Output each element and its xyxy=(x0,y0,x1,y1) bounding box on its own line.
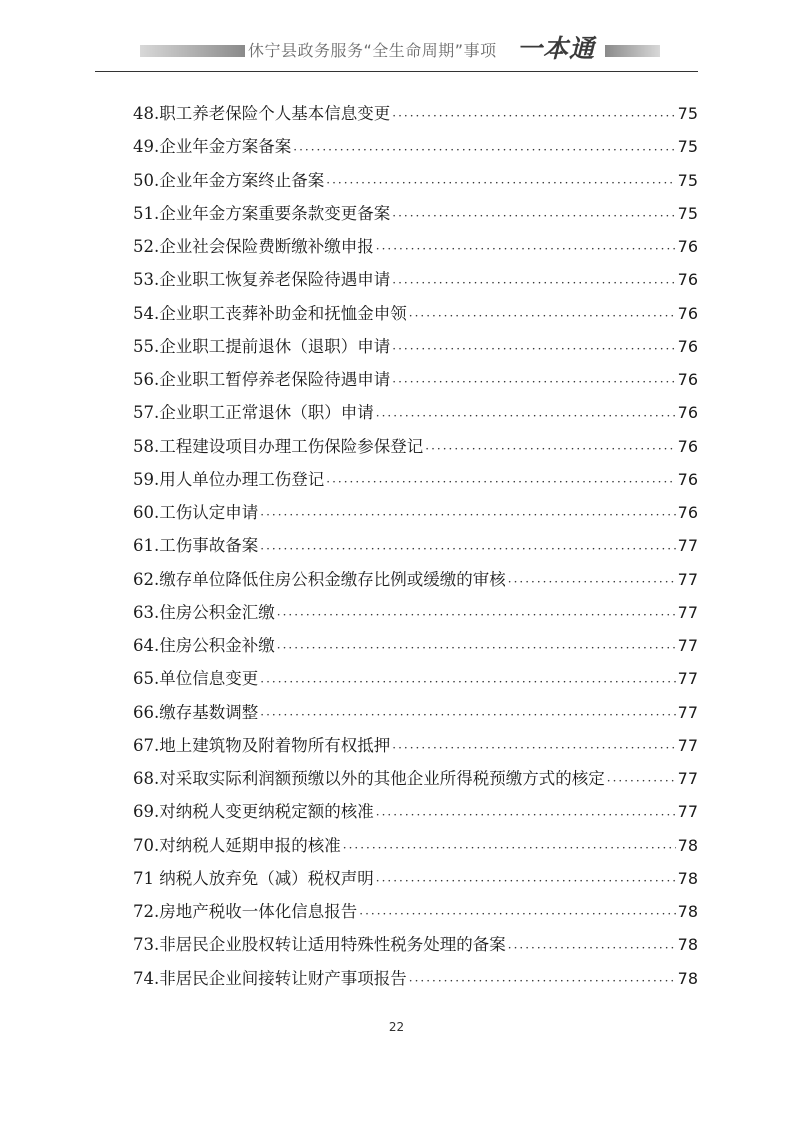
toc-dot-leader xyxy=(343,834,676,862)
toc-entry[interactable] xyxy=(133,529,698,562)
toc-entry-label: 67.地上建筑物及附着物所有权抵押 xyxy=(133,735,391,755)
toc-entry-page: 78 xyxy=(677,868,698,888)
header-logo: 一本通 xyxy=(517,34,596,63)
toc-entry[interactable] xyxy=(133,662,698,695)
table-of-contents xyxy=(133,97,698,995)
toc-entry-label: 51.企业年金方案重要条款变更备案 xyxy=(133,203,391,223)
toc-entry-page: 77 xyxy=(677,636,698,655)
toc-entry-page: 76 xyxy=(677,370,698,389)
toc-entry[interactable] xyxy=(133,795,698,828)
toc-entry-label: 48.职工养老保险个人基本信息变更 xyxy=(133,104,391,123)
toc-entry[interactable] xyxy=(133,496,698,529)
toc-entry-page: 77 xyxy=(677,669,698,689)
toc-entry-label: 62.缴存单位降低住房公积金缴存比例或缓缴的审核 xyxy=(133,569,506,589)
toc-entry-label: 64.住房公积金补缴 xyxy=(133,636,275,655)
toc-entry-label: 54.企业职工丧葬补助金和抚恤金申领 xyxy=(133,303,407,323)
toc-entry-page: 76 xyxy=(677,237,698,256)
toc-dot-leader xyxy=(260,701,675,729)
toc-dot-leader xyxy=(392,335,675,363)
toc-entry-page: 76 xyxy=(677,436,698,456)
toc-entry-page: 77 xyxy=(677,702,698,722)
toc-entry-label: 56.企业职工暂停养老保险待遇申请 xyxy=(133,370,391,389)
header-divider xyxy=(95,71,698,72)
toc-entry-label: 63.住房公积金汇缴 xyxy=(133,602,275,622)
toc-entry-label: 55.企业职工提前退休（退职）申请 xyxy=(133,336,391,356)
toc-dot-leader xyxy=(277,634,676,662)
toc-dot-leader xyxy=(359,900,675,928)
toc-entry-label: 70.对纳税人延期申报的核准 xyxy=(133,835,341,855)
page-number: 22 xyxy=(388,1020,405,1034)
toc-entry[interactable] xyxy=(133,263,698,296)
toc-dot-leader xyxy=(376,867,676,895)
toc-entry-label: 74.非居民企业间接转让财产事项报告 xyxy=(133,968,407,988)
toc-entry-label: 58.工程建设项目办理工伤保险参保登记 xyxy=(133,436,424,456)
toc-entry-label: 72.房地产税收一体化信息报告 xyxy=(133,902,358,921)
toc-entry[interactable] xyxy=(133,330,698,363)
toc-entry-label: 65.单位信息变更 xyxy=(133,669,259,689)
toc-entry-page: 78 xyxy=(677,935,698,955)
toc-dot-leader xyxy=(326,468,675,496)
toc-dot-leader xyxy=(508,568,676,596)
toc-entry-page: 78 xyxy=(677,902,698,921)
toc-dot-leader xyxy=(607,767,676,795)
toc-entry-label: 60.工伤认定申请 xyxy=(133,503,259,522)
toc-entry-page: 77 xyxy=(677,569,698,589)
toc-entry[interactable] xyxy=(133,197,698,230)
toc-entry-page: 75 xyxy=(677,137,698,157)
toc-entry[interactable] xyxy=(133,928,698,961)
toc-entry-page: 76 xyxy=(677,503,698,522)
toc-entry[interactable] xyxy=(133,862,698,895)
toc-dot-leader xyxy=(326,169,675,197)
toc-entry-label: 53.企业职工恢复养老保险待遇申请 xyxy=(133,270,391,290)
toc-entry[interactable] xyxy=(133,729,698,762)
toc-entry-page: 75 xyxy=(677,104,698,123)
toc-entry[interactable] xyxy=(133,164,698,197)
toc-entry-label: 52.企业社会保险费断缴补缴申报 xyxy=(133,237,374,256)
toc-entry[interactable] xyxy=(133,596,698,629)
toc-dot-leader xyxy=(277,601,676,629)
toc-dot-leader xyxy=(392,368,675,396)
toc-dot-leader xyxy=(409,302,676,330)
toc-entry-label: 71 纳税人放弃免（减）税权声明 xyxy=(133,868,374,888)
toc-entry-page: 76 xyxy=(677,469,698,489)
toc-dot-leader xyxy=(392,202,675,230)
toc-entry[interactable] xyxy=(133,463,698,496)
toc-entry-label: 49.企业年金方案备案 xyxy=(133,137,292,157)
toc-entry-page: 75 xyxy=(677,203,698,223)
toc-entry[interactable] xyxy=(133,762,698,795)
toc-entry-page: 78 xyxy=(677,835,698,855)
toc-dot-leader xyxy=(392,269,675,297)
toc-dot-leader xyxy=(260,501,675,529)
toc-dot-leader xyxy=(376,801,676,829)
toc-entry-page: 75 xyxy=(677,170,698,190)
toc-entry[interactable] xyxy=(133,430,698,463)
toc-entry-page: 76 xyxy=(677,303,698,323)
header-title: 休宁县政务服务“全生命周期”事项 xyxy=(248,41,497,60)
toc-entry-page: 76 xyxy=(677,403,698,423)
toc-entry[interactable] xyxy=(133,962,698,995)
toc-entry[interactable] xyxy=(133,829,698,862)
toc-entry[interactable] xyxy=(133,396,698,429)
toc-dot-leader xyxy=(425,435,675,463)
toc-entry[interactable] xyxy=(133,230,698,263)
toc-entry-label: 73.非居民企业股权转让适用特殊性税务处理的备案 xyxy=(133,935,506,955)
toc-dot-leader xyxy=(376,235,676,263)
toc-dot-leader xyxy=(293,136,675,164)
toc-entry-page: 77 xyxy=(677,769,698,788)
toc-entry-page: 76 xyxy=(677,270,698,290)
toc-dot-leader xyxy=(392,102,675,130)
toc-dot-leader xyxy=(508,934,676,962)
toc-entry-label: 59.用人单位办理工伤登记 xyxy=(133,469,325,489)
toc-dot-leader xyxy=(260,668,675,696)
toc-entry[interactable] xyxy=(133,363,698,396)
toc-entry-label: 66.缴存基数调整 xyxy=(133,702,259,722)
toc-entry[interactable] xyxy=(133,97,698,130)
page-header xyxy=(0,0,793,80)
toc-entry[interactable] xyxy=(133,629,698,662)
toc-entry-page: 77 xyxy=(677,602,698,622)
header-decorative-bar-left xyxy=(140,45,245,57)
toc-entry-page: 76 xyxy=(677,336,698,356)
toc-entry[interactable] xyxy=(133,895,698,928)
toc-entry-page: 78 xyxy=(677,968,698,988)
toc-entry[interactable] xyxy=(133,696,698,729)
toc-dot-leader xyxy=(392,734,675,762)
toc-entry[interactable] xyxy=(133,130,698,163)
header-decorative-bar-right xyxy=(605,45,660,57)
toc-entry[interactable] xyxy=(133,563,698,596)
toc-entry[interactable] xyxy=(133,297,698,330)
toc-entry-label: 57.企业职工正常退休（职）申请 xyxy=(133,403,374,423)
toc-entry-label: 50.企业年金方案终止备案 xyxy=(133,170,325,190)
toc-entry-page: 77 xyxy=(677,735,698,755)
toc-entry-label: 68.对采取实际利润额预缴以外的其他企业所得税预缴方式的核定 xyxy=(133,769,605,788)
toc-dot-leader xyxy=(260,535,675,563)
toc-entry-page: 77 xyxy=(677,536,698,556)
toc-entry-page: 77 xyxy=(677,802,698,822)
toc-entry-label: 61.工伤事故备案 xyxy=(133,536,259,556)
toc-dot-leader xyxy=(376,402,676,430)
toc-dot-leader xyxy=(409,967,676,995)
toc-entry-label: 69.对纳税人变更纳税定额的核准 xyxy=(133,802,374,822)
